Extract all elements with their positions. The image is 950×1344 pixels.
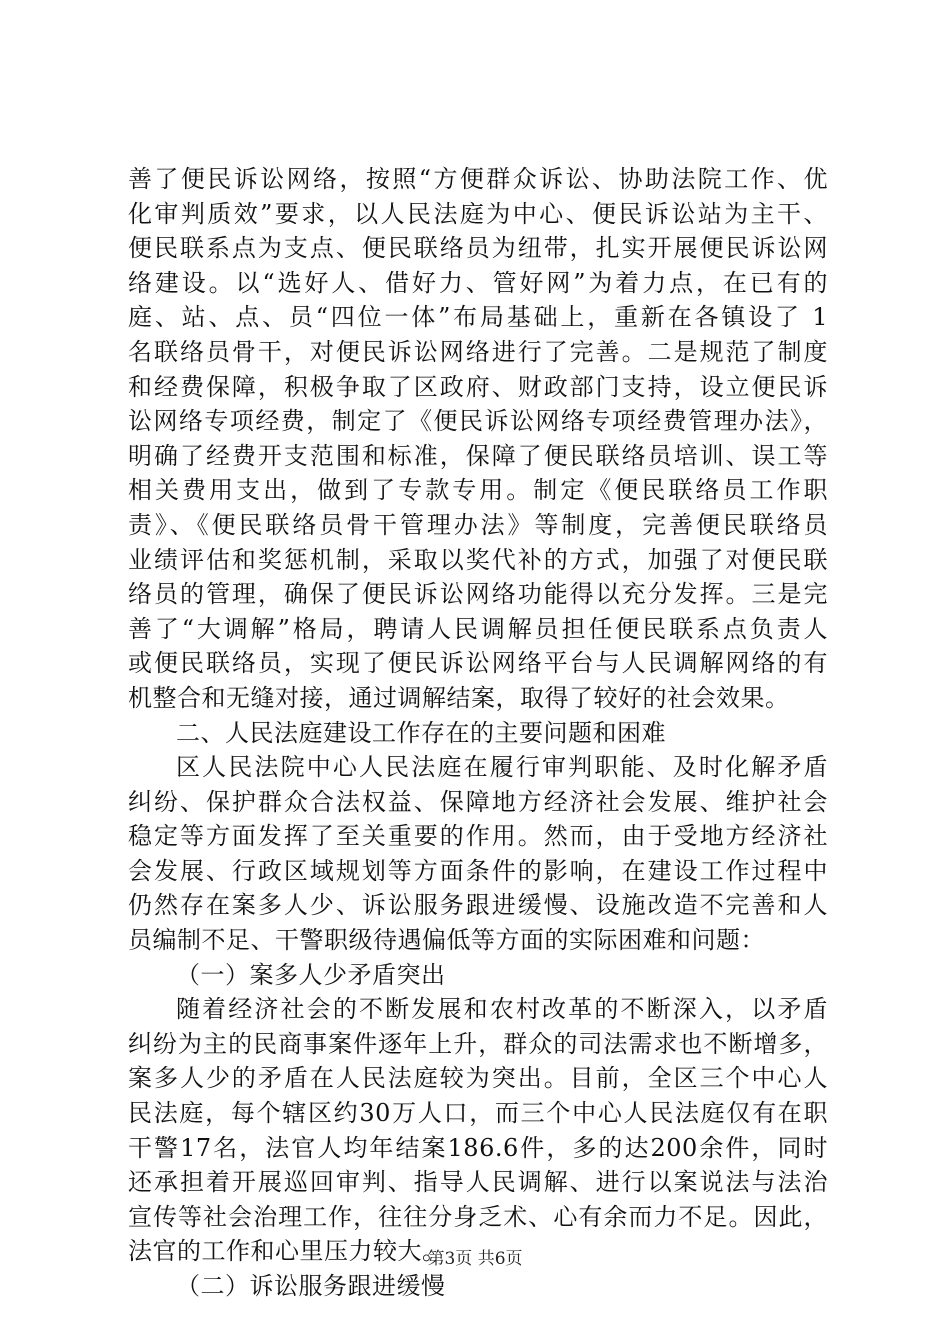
text-line: 纠纷、保护群众合法权益、保障地方经济社会发展、维护社会 [128,787,828,816]
text-line: 机整合和无缝对接，通过调解结案，取得了较好的社会效果。 [128,683,790,712]
text-line: 干警17名，法官人均年结案186.6件，多的达200余件，同时 [128,1133,828,1162]
page-number: 第3页 共6页 [427,1249,523,1269]
text-line: 稳定等方面发挥了至关重要的作用。然而，由于受地方经济社 [128,822,828,851]
text-line: 明确了经费开支范围和标准，保障了便民联络员培训、误工等 [128,441,828,470]
text-line: 宣传等社会治理工作，往往分身乏术、心有余而力不足。因此， [128,1202,828,1231]
text-line: 区人民法院中心人民法庭在履行审判职能、及时化解矛盾 [176,753,828,782]
text-line: 便民联系点为支点、便民联络员为纽带，扎实开展便民诉讼网 [128,234,828,263]
text-line: 法官的工作和心里压力较大。 [128,1237,447,1266]
text-line: 民法庭，每个辖区约30万人口，而三个中心人民法庭仅有在职 [128,1099,828,1128]
text-line: 纠纷为主的民商事案件逐年上升，群众的司法需求也不断增多， [128,1029,828,1058]
text-line: 仍然存在案多人少、诉讼服务跟进缓慢、设施改造不完善和人 [128,891,828,920]
text-line: 讼网络专项经费，制定了《便民诉讼网络专项经费管理办法》， [128,407,828,436]
text-line: 员编制不足、干警职级待遇偏低等方面的实际困难和问题： [128,926,765,955]
text-line: 化审判质效”要求，以人民法庭为中心、便民诉讼站为主干、 [128,199,828,228]
text-line: 随着经济社会的不断发展和农村改革的不断深入，以矛盾 [176,995,828,1024]
text-line: 络员的管理，确保了便民诉讼网络功能得以充分发挥。三是完 [128,580,828,609]
text-line: 案多人少的矛盾在人民法庭较为突出。目前，全区三个中心人 [128,1064,828,1093]
text-line: 善了“大调解”格局，聘请人民调解员担任便民联系点负责人 [128,614,828,643]
text-line: 和经费保障，积极争取了区政府、财政部门支持，设立便民诉 [128,372,828,401]
text-line: 善了便民诉讼网络，按照“方便群众诉讼、协助法院工作、优 [128,165,828,193]
section-heading: 二、人民法庭建设工作存在的主要问题和困难 [176,718,666,747]
text-line: 相关费用支出，做到了专款专用。制定《便民联络员工作职 [128,476,828,505]
document-body [128,162,828,1304]
text-line: 名联络员骨干，对便民诉讼网络进行了完善。二是规范了制度 [128,337,828,366]
text-line: 还承担着开展巡回审判、指导人民调解、进行以案说法与法治 [128,1168,828,1197]
text-line: 业绩评估和奖惩机制，采取以奖代补的方式，加强了对便民联 [128,545,828,574]
text-line: 责》、《便民联络员骨干管理办法》等制度，完善便民联络员 [128,510,828,539]
text-line: 络建设。以“选好人、借好力、管好网”为着力点，在已有的 [128,268,828,297]
subsection-heading: （二）诉讼服务跟进缓慢 [176,1272,446,1300]
subsection-heading: （一）案多人少矛盾突出 [176,960,446,989]
page-footer [0,1244,950,1269]
text-line: 会发展、行政区域规划等方面条件的影响，在建设工作过程中 [128,856,828,885]
text-line: 庭、站、点、员“四位一体”布局基础上，重新在各镇设了 1 [128,303,828,332]
text-line: 或便民联络员，实现了便民诉讼网络平台与人民调解网络的有 [128,649,828,678]
